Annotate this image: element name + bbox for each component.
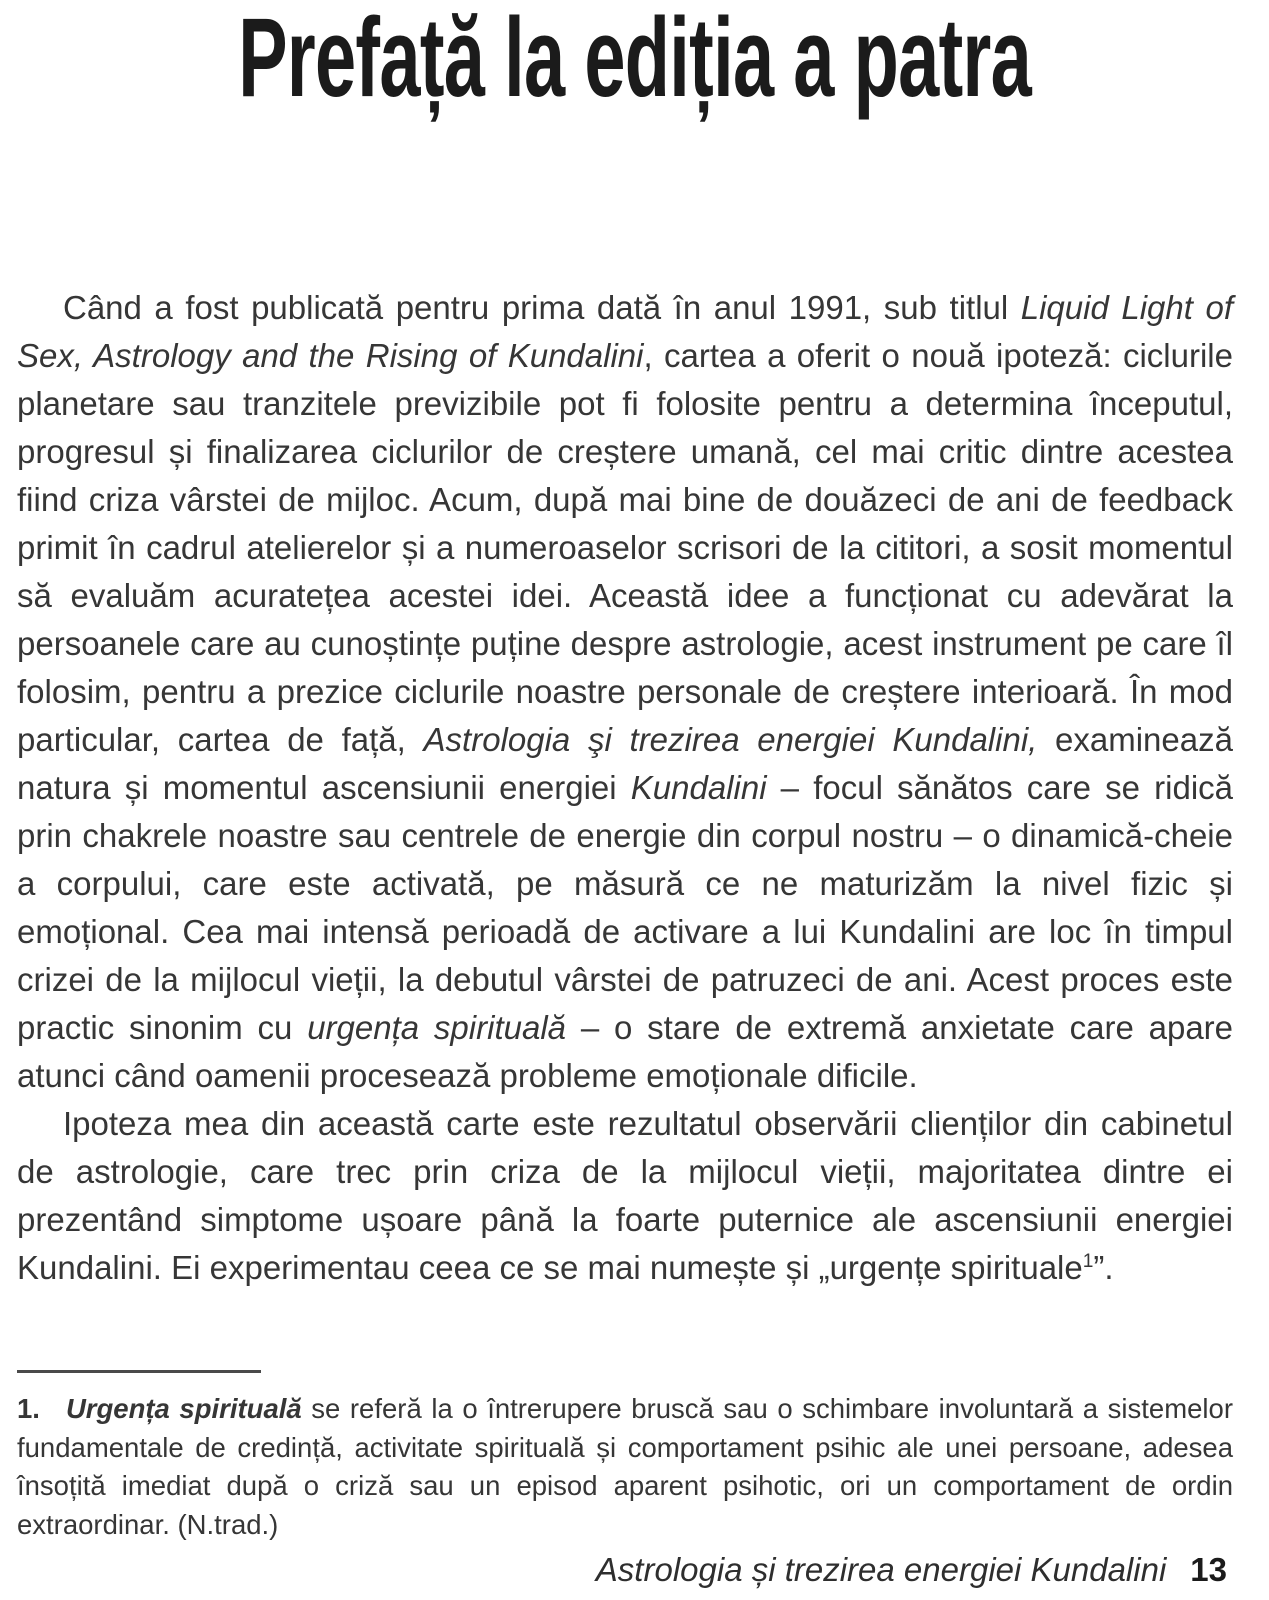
- page-footer: [596, 1550, 1227, 1590]
- text-segment: – o stare de extremă anxietate care apare atunci când oamenii procesează probleme emoționale dificile.: [17, 1009, 1234, 1094]
- footnote-separator-rule: [17, 1370, 261, 1373]
- text-segment: Kundalini: [630, 769, 767, 806]
- footnote-text: [17, 1393, 1233, 1540]
- page-title: [0, 0, 1269, 120]
- footnote: [17, 1390, 1233, 1544]
- paragraph-1: [17, 284, 1233, 1100]
- footnote-reference: 1: [1082, 1251, 1094, 1272]
- text-segment: urgența spirituală: [307, 1009, 567, 1046]
- text-segment: , cartea a oferit o nouă ipoteză: ciclurile planetare sau tranzitele previzibile pot fi folosite pentru a determina începutul, progresul și finalizarea ciclurilor de creștere umană, cel mai critic dintre acestea fiind criza vârstei de mijloc. Acum, după mai bine de douăzeci de ani de feedback primit în cadrul atelierelor și a numeroaselor scrisori de la cititori, a sosit momentul să evaluăm acuratețea acestei idei. Această idee a funcționat cu adevărat la persoanele care au cunoștințe puține despre astrologie, acest instrument pe care îl folosim, pentru a prezice ciclurile noastre personale de creștere interioară. În mod particular, cartea de față,: [17, 337, 1233, 758]
- text-segment: Ipoteza mea din această carte este rezultatul observării clienților din cabinetul de astrologie, care trec prin criza de la mijlocul vieții, majoritatea dintre ei prezentând simptome ușoare până la foarte puternice ale ascensiunii energiei Kundalini. Ei experimentau ceea ce se mai numește și „urgențe spirituale: [17, 1105, 1233, 1286]
- body-text: [17, 284, 1233, 1292]
- text-segment: Urgența spirituală: [65, 1393, 302, 1424]
- footnote-marker: 1.: [17, 1393, 40, 1424]
- paragraph-2: [17, 1100, 1233, 1292]
- text-segment: Liquid Light of Sex, Astrology and the Rising of Kundalini: [17, 289, 1233, 374]
- text-segment: – focul sănătos care se ridică prin chakrele noastre sau centrele de energie din corpul nostru – o dinamică-cheie a corpului, care este activată, pe măsură ce ne maturizăm la nivel fizic și emoțional. Cea mai intensă perioadă de activare a lui Kundalini are loc în timpul crizei de la mijlocul vieții, la debutul vârstei de patruzeci de ani. Acest proces este practic sinonim cu: [17, 769, 1234, 1046]
- text-segment: Astrologia şi trezirea energiei Kundalini,: [423, 721, 1038, 758]
- text-segment: Când a fost publicată pentru prima dată în anul 1991, sub titlul: [63, 289, 1021, 326]
- page-number: 13: [1190, 1551, 1227, 1588]
- page-title-text: Prefață la ediția a patra: [238, 0, 1031, 120]
- text-segment: examinează natura și momentul ascensiunii energiei: [17, 721, 1233, 806]
- running-book-title: Astrologia și trezirea energiei Kundalini: [595, 1551, 1167, 1588]
- text-segment: ”.: [1093, 1249, 1114, 1286]
- text-segment: se referă la o întrerupere bruscă sau o schimbare involuntară a sistemelor fundamentale de credință, activitate spirituală și comportament psihic ale unei persoane, adesea însoțită imediat după o criză sau un episod aparent psihotic, ori un comportament de ordin extraordinar. (N.trad.): [17, 1393, 1233, 1540]
